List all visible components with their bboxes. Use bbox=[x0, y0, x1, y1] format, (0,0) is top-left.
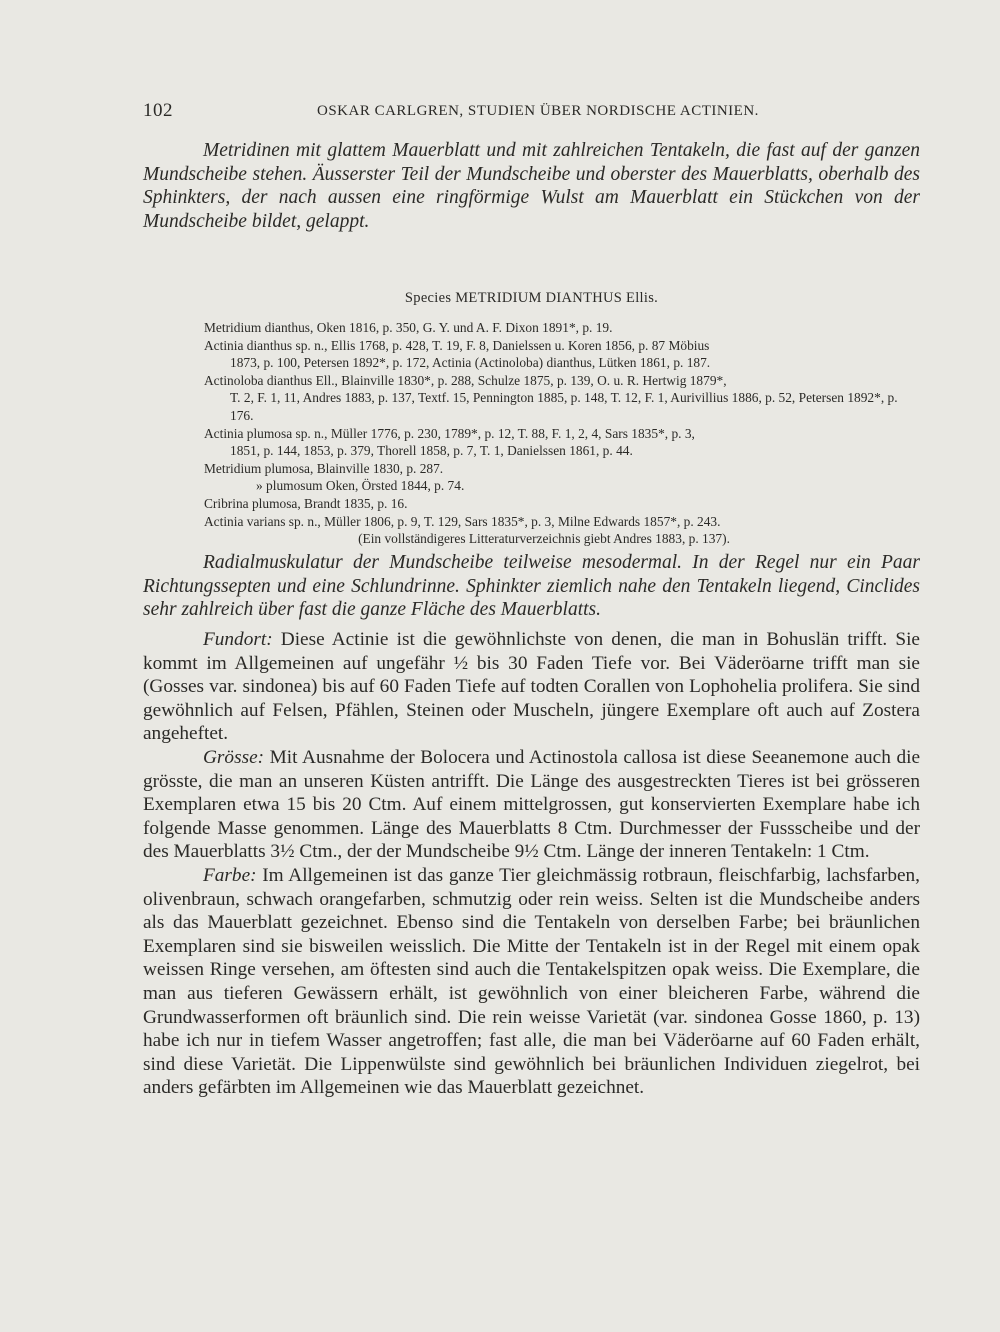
synonym-line: Cribrina plumosa, Brandt 1835, p. 16. bbox=[204, 495, 408, 511]
intro-paragraph: Metridinen mit glattem Mauerblatt und mit zahlreichen Tentakeln, die fast auf der ganzen Mundscheibe stehen. Äusserster Teil der Mundscheibe und oberster des Mauerblatts, oberhalb des Sphinkters, der nach aussen eine ringförmige Wulst am Mauerblatt ein Stückchen von der Mundscheibe bildet, gelappt. bbox=[143, 140, 920, 233]
synonym-line: Actinoloba dianthus Ell., Blainville 1830*, p. 288, Schulze 1875, p. 139, O. u. R. Hertwig 1879*, bbox=[204, 372, 727, 388]
body-text bbox=[143, 628, 920, 1100]
synonym-line: 1851, p. 144, 1853, p. 379, Thorell 1858, p. 7, T. 1, Danielssen 1861, p. 44. bbox=[230, 443, 633, 459]
section-paragraph bbox=[143, 746, 920, 864]
running-title: OSKAR CARLGREN, STUDIEN ÜBER NORDISCHE ACTINIEN. bbox=[317, 103, 759, 119]
section-text: Diese Actinie ist die gewöhnlichste von denen, die man in Bohuslän trifft. Sie kommt im Allgemeinen auf ungefähr ½ bis 30 Faden Tiefe vor. Bei Väderöarne trifft man sie (Gosses var. sindonea) bis auf 60 Faden Tiefe auf todten Corallen von Lophohelia prolifera. Sie sind gewöhnlich auf Felsen, Pfählen, Steinen oder Muscheln, jüngere Exemplare oft auch auf Zostera angeheftet. bbox=[143, 629, 920, 745]
section-label: Grösse: bbox=[203, 746, 265, 768]
synonym-line: » plumosum Oken, Örsted 1844, p. 74. bbox=[256, 478, 465, 494]
synonym-line: (Ein vollständigeres Litteraturverzeichnis giebt Andres 1883, p. 137). bbox=[358, 531, 730, 547]
synonym-line: T. 2, F. 1, 11, Andres 1883, p. 137, Textf. 15, Pennington 1885, p. 148, T. 12, F. 1, Aurivillius 1886, p. 52, Petersen 1892*, p. 176. bbox=[230, 390, 898, 423]
section-paragraph bbox=[143, 628, 920, 746]
section-paragraph bbox=[143, 864, 920, 1100]
section-text: Im Allgemeinen ist das ganze Tier gleichmässig rotbraun, fleischfarbig, lachsfarben, olivenbraun, schwach orangefarben, schmutzig oder rein weiss. Selten ist die Mundscheibe anders als das Mauerblatt gezeichnet. Ebenso sind die Tentakeln von derselben Farbe; bei bräunlichen Exemplaren sind sie bisweilen weisslich. Die Mitte der Tentakeln ist in der Regel mit einem opak weissen Ringe versehen, am öftesten sind auch die Tentakelspitzen opak weiss. Die Exemplare, die man aus tieferen Gewässern erhält, ist gewöhnlich von einer bleicheren Farbe, während die Grundwasserformen oft bräunlich sind. Die rein weisse Varietät (var. sindonea Gosse 1860, p. 13) habe ich nur in tiefem Wasser angetroffen; fast alle, die man bei Väderöarne auf 60 Faden erhält, sind diese Varietät. Die Lippenwülste sind gewöhnlich bei bräunlichen Individuen ziegelrot, bei anders gefärbten im Allgemeinen wie das Mauerblatt gezeichnet. bbox=[143, 864, 920, 1099]
synonym-line: Metridium dianthus, Oken 1816, p. 350, G. Y. und A. F. Dixon 1891*, p. 19. bbox=[204, 320, 613, 335]
synonym-line: Actinia varians sp. n., Müller 1806, p. 9, T. 129, Sars 1835*, p. 3, Milne Edwards 1857*, p. 243. bbox=[204, 513, 721, 529]
species-heading: Species METRIDIUM DIANTHUS Ellis. bbox=[404, 290, 659, 306]
synonym-line: Actinia plumosa sp. n., Müller 1776, p. 230, 1789*, p. 12, T. 88, F. 1, 2, 4, Sars 1835*, p. 3, bbox=[204, 425, 695, 441]
section-text: Mit Ausnahme der Bolocera und Actinostola callosa ist diese Seeanemone auch die grösste, die man an unseren Küsten antrifft. Die Länge des ausgestreckten Tieres ist bei grösseren Exemplaren etwa 15 bis 20 Ctm. Auf einem mittelgrossen, gut konservierten Exemplare habe ich folgende Masse genommen. Länge des Mauerblatts 8 Ctm. Durchmesser der Fussscheibe und der des Mauerblatts 3½ Ctm., der der Mundscheibe 9½ Ctm. Länge der inneren Tentakeln: 1 Ctm. bbox=[143, 746, 921, 863]
section-label: Fundort: bbox=[203, 629, 273, 650]
synonym-line: 1873, p. 100, Petersen 1892*, p. 172, Actinia (Actinoloba) dianthus, Lütken 1861, p. 187. bbox=[230, 355, 711, 371]
synonymy-list bbox=[204, 319, 924, 548]
page-number: 102 bbox=[143, 100, 173, 121]
synonym-line: Actinia dianthus sp. n., Ellis 1768, p. 428, T. 19, F. 8, Danielssen u. Koren 1856, p. 87 Möbius bbox=[204, 337, 710, 353]
diagnosis-paragraph: Radialmuskulatur der Mundscheibe teilweise mesodermal. In der Regel nur ein Paar Richtungssepten und eine Schlundrinne. Sphinkter ziemlich nahe den Tentakeln liegend, Cinclides sehr zahlreich über fast die ganze Fläche des Mauerblatts. bbox=[143, 552, 920, 621]
section-label: Farbe: bbox=[203, 864, 257, 886]
synonym-line: Metridium plumosa, Blainville 1830, p. 287. bbox=[204, 460, 444, 476]
